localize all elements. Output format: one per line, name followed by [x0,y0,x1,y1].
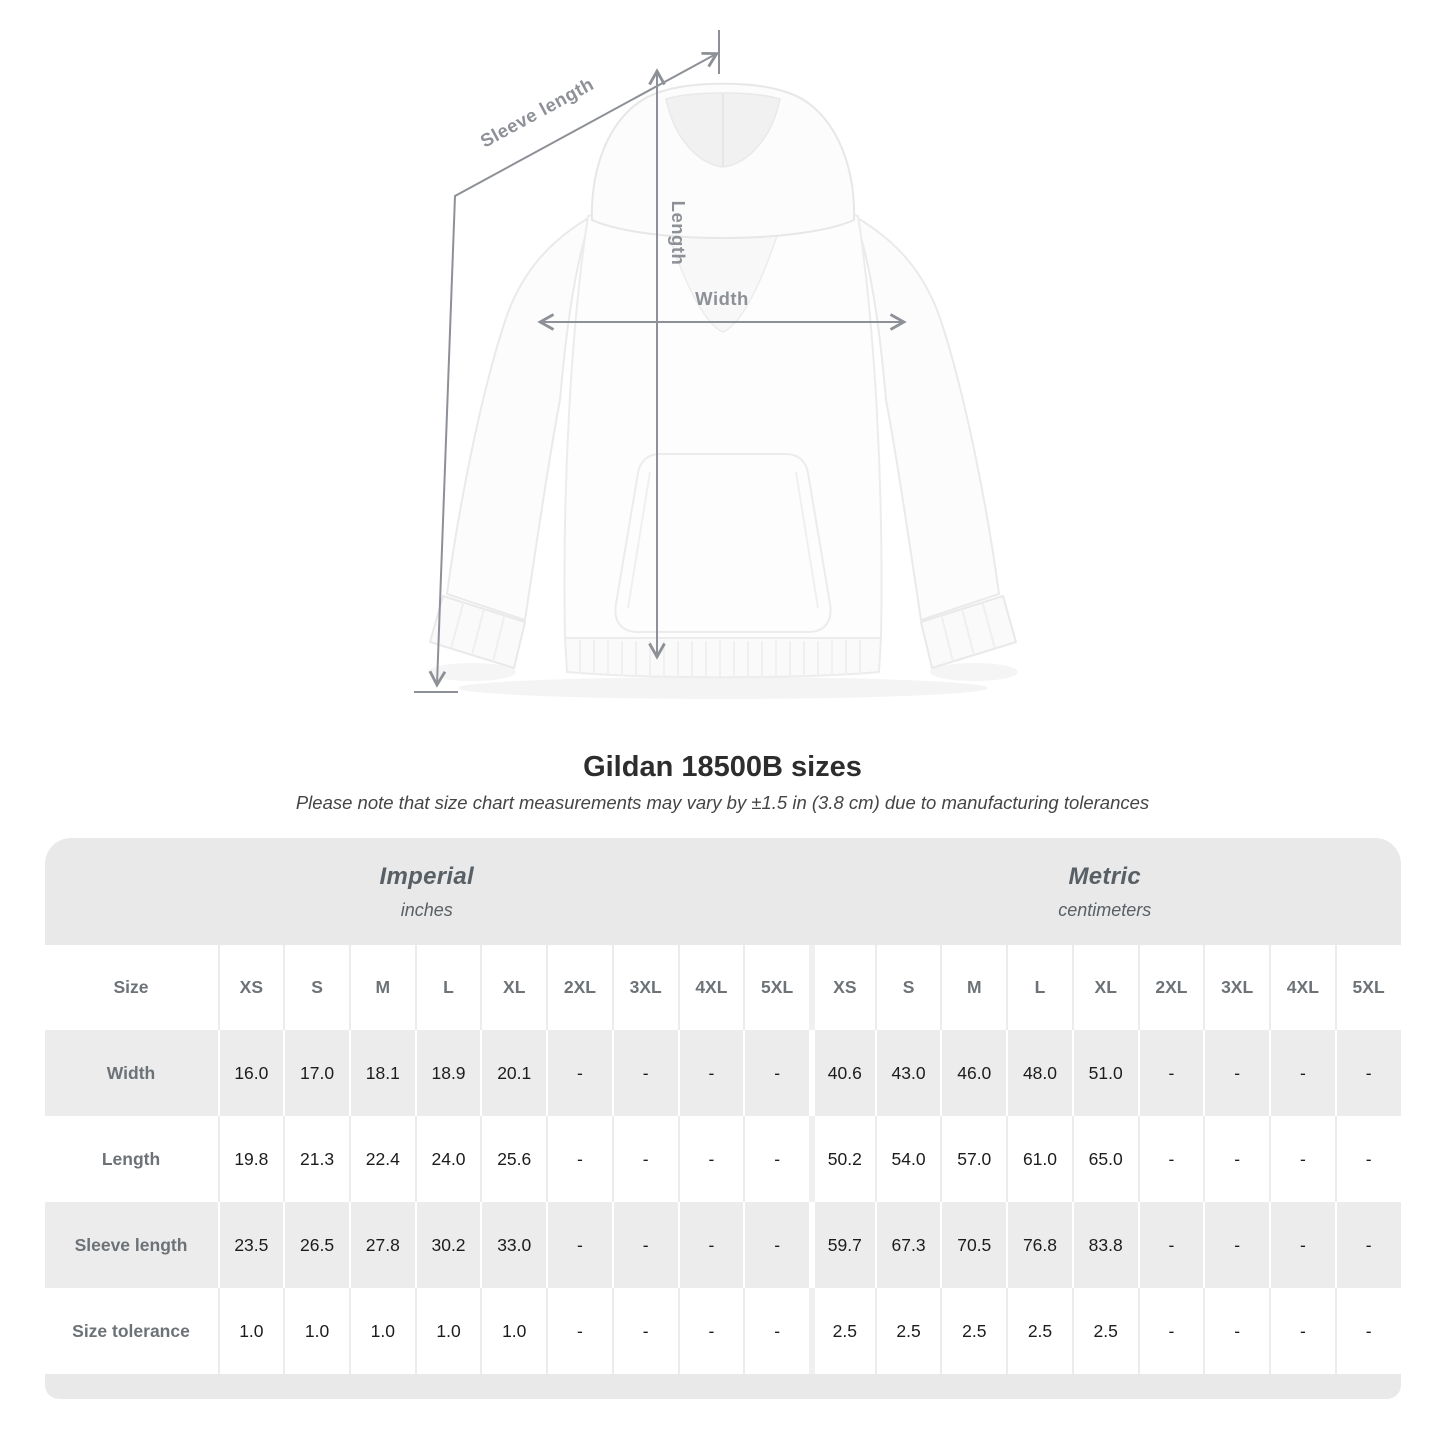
measurement-value-cell: 70.5 [940,1202,1006,1288]
size-column-header: M [349,945,415,1030]
measurement-value-cell: - [546,1116,612,1202]
measurement-value-cell: 18.1 [349,1030,415,1116]
size-column-header: 5XL [743,945,809,1030]
measurement-value-cell: 33.0 [480,1202,546,1288]
measurement-row [45,1202,1401,1288]
measurement-value-cell: - [678,1288,744,1374]
size-header-row [45,945,1401,1030]
measurement-value-cell: 19.8 [218,1116,284,1202]
measurement-value-cell: 2.5 [809,1288,875,1374]
measurement-value-cell: - [612,1116,678,1202]
measurement-row-label: Length [101,1148,161,1169]
measurement-value-cell: - [743,1030,809,1116]
size-column-header: XS [809,945,875,1030]
table-footer-row [45,1374,1401,1399]
measurement-value-cell: - [1138,1030,1204,1116]
measurement-value-cell: - [1203,1202,1269,1288]
size-table [45,838,1401,1399]
measurement-value-cell: - [1335,1202,1401,1288]
measurement-value-cell: 59.7 [809,1202,875,1288]
measurement-value-cell: - [1138,1288,1204,1374]
measurement-value-cell: 83.8 [1072,1202,1138,1288]
measurement-value-cell: 50.2 [809,1116,875,1202]
measurement-value-cell: - [546,1202,612,1288]
imperial-label: Imperial [379,862,474,890]
measurement-value-cell: - [1269,1202,1335,1288]
measurement-value-cell: 1.0 [480,1288,546,1374]
size-column-header: 5XL [1335,945,1401,1030]
metric-group-header [809,838,1401,945]
measurement-value-cell: 2.5 [1072,1288,1138,1374]
measurement-value-cell: 57.0 [940,1116,1006,1202]
table-footer-band [45,1374,1401,1399]
size-column-header: 3XL [612,945,678,1030]
hoodie-hem-band [565,638,881,677]
measurement-value-cell: 61.0 [1006,1116,1072,1202]
measurement-value-cell: 24.0 [415,1116,481,1202]
measurement-value-cell: - [546,1030,612,1116]
measurement-value-cell: 2.5 [875,1288,941,1374]
size-column-header: M [940,945,1006,1030]
size-column-header: 3XL [1203,945,1269,1030]
measurement-value-cell: 67.3 [875,1202,941,1288]
measurement-value-cell: - [546,1288,612,1374]
size-column-header: 2XL [1138,945,1204,1030]
measurement-value-cell: 25.6 [480,1116,546,1202]
measurement-value-cell: 17.0 [283,1030,349,1116]
page-title: Gildan 18500B sizes [583,751,862,783]
measurement-value-cell: - [612,1288,678,1374]
imperial-unit-label: inches [400,899,453,920]
measurement-row-label: Width [106,1062,156,1083]
measurement-value-cell: 1.0 [283,1288,349,1374]
imperial-group-header [45,838,809,945]
measurement-value-cell: - [1269,1288,1335,1374]
measurement-value-cell: - [1203,1116,1269,1202]
measurement-value-cell: 23.5 [218,1202,284,1288]
size-column-header: XS [218,945,284,1030]
size-column-header: XL [480,945,546,1030]
size-column-header: L [1006,945,1072,1030]
measurement-value-cell: - [743,1116,809,1202]
measurement-value-cell: - [678,1202,744,1288]
measurement-row [45,1288,1401,1374]
heading [0,751,1445,814]
measurement-value-cell: 20.1 [480,1030,546,1116]
measurement-value-cell: - [612,1202,678,1288]
measurement-row-label: Sleeve length [74,1234,188,1255]
measurement-row [45,1116,1401,1202]
measurement-value-cell: - [1335,1288,1401,1374]
size-chart [45,838,1401,1399]
metric-unit-label: centimeters [1058,899,1152,920]
size-column-title: Size [45,945,218,1030]
measurements-body [45,1030,1401,1374]
measurement-value-cell: 1.0 [349,1288,415,1374]
size-column-header: S [875,945,941,1030]
measurement-value-cell: 46.0 [940,1030,1006,1116]
measurement-value-cell: - [1138,1116,1204,1202]
size-column-header: 4XL [1269,945,1335,1030]
measurement-value-cell: - [1269,1116,1335,1202]
length-label: Length [668,200,689,266]
measurement-value-cell: 2.5 [940,1288,1006,1374]
measurement-value-cell: 65.0 [1072,1116,1138,1202]
measurement-value-cell: 27.8 [349,1202,415,1288]
measurement-value-cell: 40.6 [809,1030,875,1116]
measurement-value-cell: 2.5 [1006,1288,1072,1374]
measurement-value-cell: - [1335,1030,1401,1116]
measurement-value-cell: - [1138,1202,1204,1288]
measurement-value-cell: 21.3 [283,1116,349,1202]
measurement-value-cell: 1.0 [415,1288,481,1374]
size-column-header: 2XL [546,945,612,1030]
measurement-value-cell: 30.2 [415,1202,481,1288]
tolerance-note: Please note that size chart measurements may vary by ±1.5 in (3.8 cm) due to manufacturing tolerances [295,792,1150,814]
size-column-header: XL [1072,945,1138,1030]
measurement-value-cell: 1.0 [218,1288,284,1374]
measurement-value-cell: - [612,1030,678,1116]
measurement-value-cell: - [1269,1030,1335,1116]
size-column-header: L [415,945,481,1030]
measurement-row [45,1030,1401,1116]
measurement-row-label: Size tolerance [72,1320,190,1341]
hem-ribs [580,640,860,677]
metric-label: Metric [1068,862,1141,890]
measurement-value-cell: 16.0 [218,1030,284,1116]
measurement-value-cell: 18.9 [415,1030,481,1116]
measurement-value-cell: - [743,1288,809,1374]
measurement-value-cell: 76.8 [1006,1202,1072,1288]
measurement-value-cell: - [1335,1116,1401,1202]
measurement-value-cell: 43.0 [875,1030,941,1116]
measurement-value-cell: - [1203,1030,1269,1116]
units-header-row [45,838,1401,945]
measurement-value-cell: - [743,1202,809,1288]
measurement-value-cell: - [678,1030,744,1116]
measurement-value-cell: 22.4 [349,1116,415,1202]
sleeve-length-label: Sleeve length [476,73,598,152]
size-column-header: 4XL [678,945,744,1030]
width-label: Width [695,288,749,309]
measurement-value-cell: 51.0 [1072,1030,1138,1116]
measurement-value-cell: 54.0 [875,1116,941,1202]
measurement-value-cell: - [1203,1288,1269,1374]
measurement-value-cell: 26.5 [283,1202,349,1288]
hoodie-image [430,84,1016,678]
measurement-value-cell: - [678,1116,744,1202]
measurement-value-cell: 48.0 [1006,1030,1072,1116]
size-column-header: S [283,945,349,1030]
